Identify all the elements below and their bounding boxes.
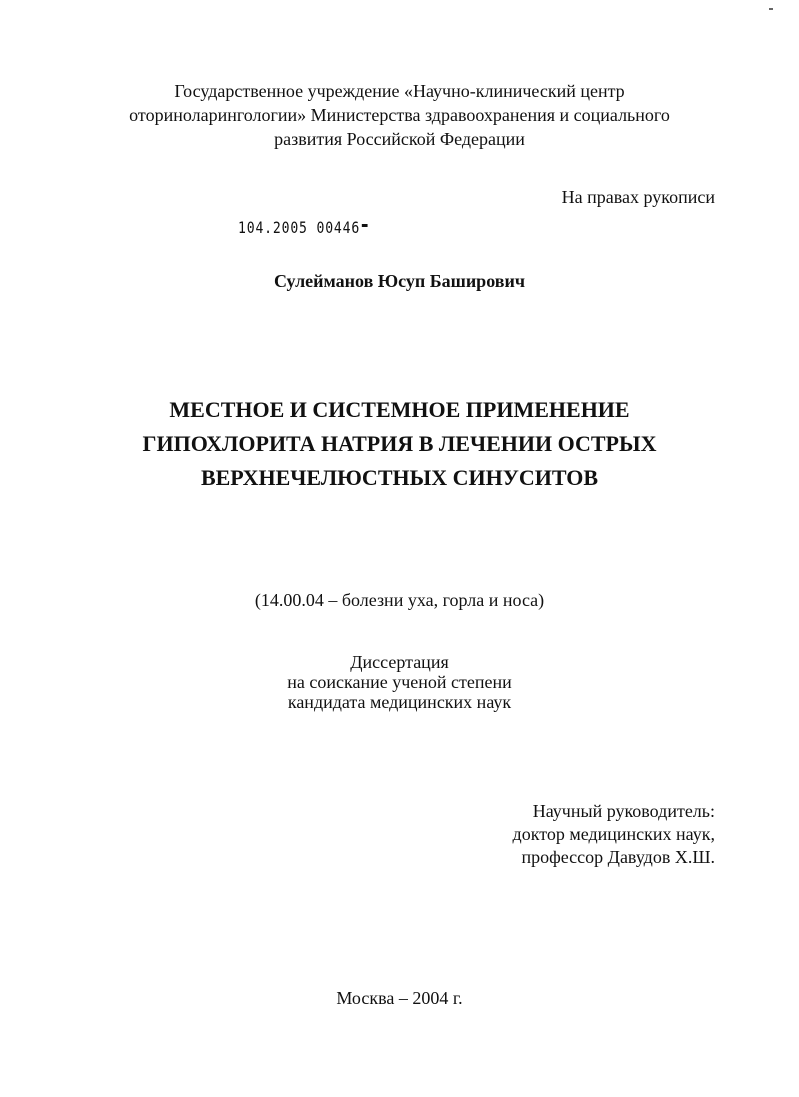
specialty-code: (14.00.04 – болезни уха, горла и носа) bbox=[254, 590, 545, 610]
supervisor-block bbox=[513, 800, 715, 869]
supervisor-line: Научный руководитель: bbox=[532, 801, 715, 821]
degree-block bbox=[0, 652, 799, 712]
supervisor-line: профессор Давудов Х.Ш. bbox=[521, 847, 715, 867]
institution-header bbox=[0, 79, 799, 151]
title-line: ВЕРХНЕЧЕЛЮСТНЫХ СИНУСИТОВ bbox=[200, 465, 599, 490]
author-name: Сулейманов Юсуп Баширович bbox=[273, 271, 525, 291]
supervisor-line: доктор медицинских наук, bbox=[512, 824, 715, 844]
degree-line: на соискание ученой степени bbox=[287, 672, 512, 692]
institution-line: Государственное учреждение «Научно-клинический центр bbox=[174, 81, 625, 101]
stamp-dash-mark bbox=[362, 224, 368, 227]
manuscript-note: На правах рукописи bbox=[561, 187, 715, 207]
place-year: Москва – 2004 г. bbox=[336, 988, 463, 1008]
title-line: МЕСТНОЕ И СИСТЕМНОЕ ПРИМЕНЕНИЕ bbox=[169, 397, 630, 422]
title-line: ГИПОХЛОРИТА НАТРИЯ В ЛЕЧЕНИИ ОСТРЫХ bbox=[142, 431, 657, 456]
stamp-code bbox=[238, 218, 367, 237]
degree-line: Диссертация bbox=[350, 652, 449, 672]
institution-line: развития Российской Федерации bbox=[274, 129, 525, 149]
corner-speck bbox=[769, 8, 773, 10]
dissertation-title bbox=[0, 393, 799, 495]
degree-line: кандидата медицинских наук bbox=[287, 692, 512, 712]
stamp-code-text: 104.2005 00446 bbox=[238, 218, 361, 237]
institution-line: оториноларингологии» Министерства здравоохранения и социального bbox=[129, 105, 670, 125]
